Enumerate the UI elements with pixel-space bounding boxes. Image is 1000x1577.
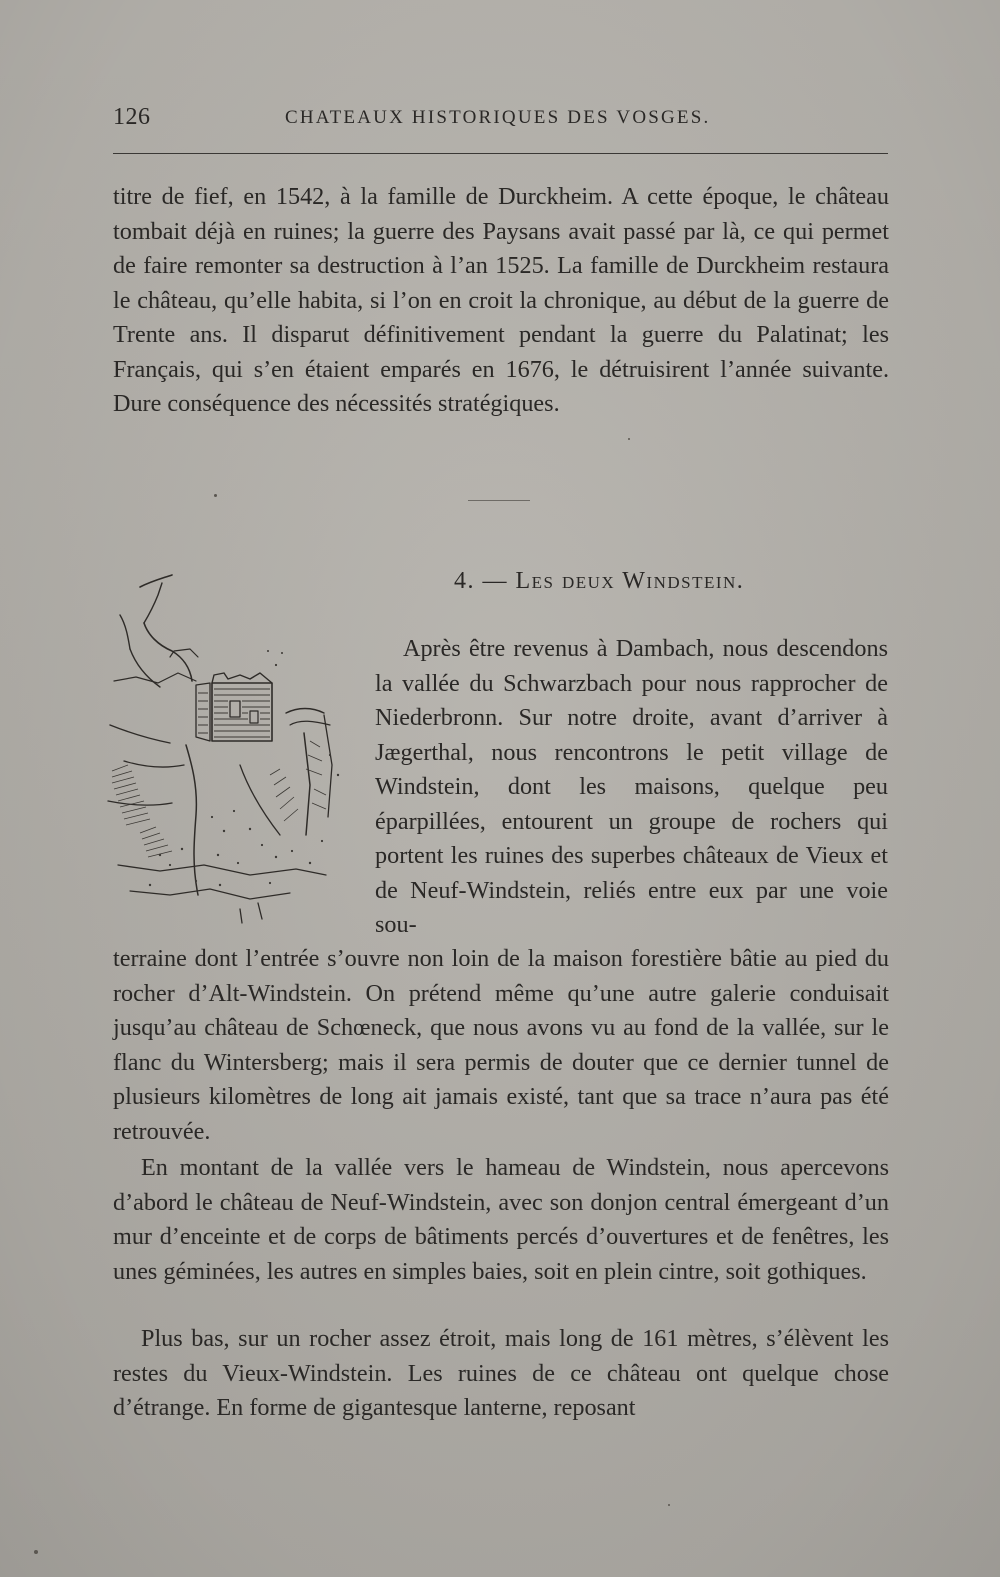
section-heading: 4. — Les deux Windstein. — [454, 568, 745, 594]
paragraph-2-wrapped: Après être revenus à Dambach, nous descendons la vallée du Schwarzbach pour nous rapprocher de Niederbronn. Sur notre droite, avant d’arriver à Jægerthal, nous rencontrons le petit village de Windstein, dont les maisons, quelque peu éparpillées, entourent un groupe de rochers qui portent les ruines des superbes châteaux de Vieux et de Neuf-Windstein, reliés entre eux par une voie sou- — [375, 635, 888, 938]
paper-speck — [214, 494, 217, 497]
paragraph-2-continued: terraine dont l’entrée s’ouvre non loin de la maison forestière bâtie au pied du rocher d’Alt-Windstein. On prétend même qu’une autre galerie conduisait jusqu’au château de Schœneck, que nous avons vu au fond de la vallée, sur le flanc du Wintersberg; mais il sera permis de douter que ce dernier tunnel de plusieurs kilomètres de long ait jamais existé, tant que sa trace n’aura pas été retrouvée. — [113, 945, 889, 1145]
running-title: CHATEAUX HISTORIQUES DES VOSGES. — [285, 107, 711, 128]
paragraph-1: titre de fief, en 1542, à la famille de Durckheim. A cette époque, le château tombait déjà en ruines; la guerre des Paysans avait passé par là, ce qui permet de faire remonter sa destruction à l’an 1525. La famille de Durckheim restaura le château, qu’elle habita, si l’on en croit la chronique, au début de la guerre de Trente ans. Il disparut définitivement pendant la guerre du Palatinat; les Français, qui s’en étaient emparés en 1676, le détruisirent l’année suivante. Dure conséquence des nécessités stratégiques. — [113, 183, 889, 417]
paragraph-3: En montant de la vallée vers le hameau de Windstein, nous apercevons d’abord le château de Neuf-Windstein, avec son donjon central émergeant d’un mur d’enceinte et de corps de bâtiments percés d’ouvertures et de fenêtres, les unes géminées, les autres en simples baies, soit en plein cintre, soit gothiques. — [113, 1154, 889, 1285]
section-divider — [468, 500, 530, 501]
paper-speck — [628, 438, 630, 440]
page-number: 126 — [113, 104, 151, 130]
castle-ruins-engraving — [100, 565, 360, 925]
paper-speck — [668, 1504, 670, 1506]
paragraph-4: Plus bas, sur un rocher assez étroit, mais long de 161 mètres, s’élèvent les restes du Vieux-Windstein. Les ruines de ce château ont quelque chose d’étrange. En forme de gigantesque lanterne, reposant — [113, 1325, 889, 1421]
page-header — [113, 104, 886, 138]
paper-speck — [34, 1550, 38, 1554]
header-rule — [113, 153, 888, 154]
